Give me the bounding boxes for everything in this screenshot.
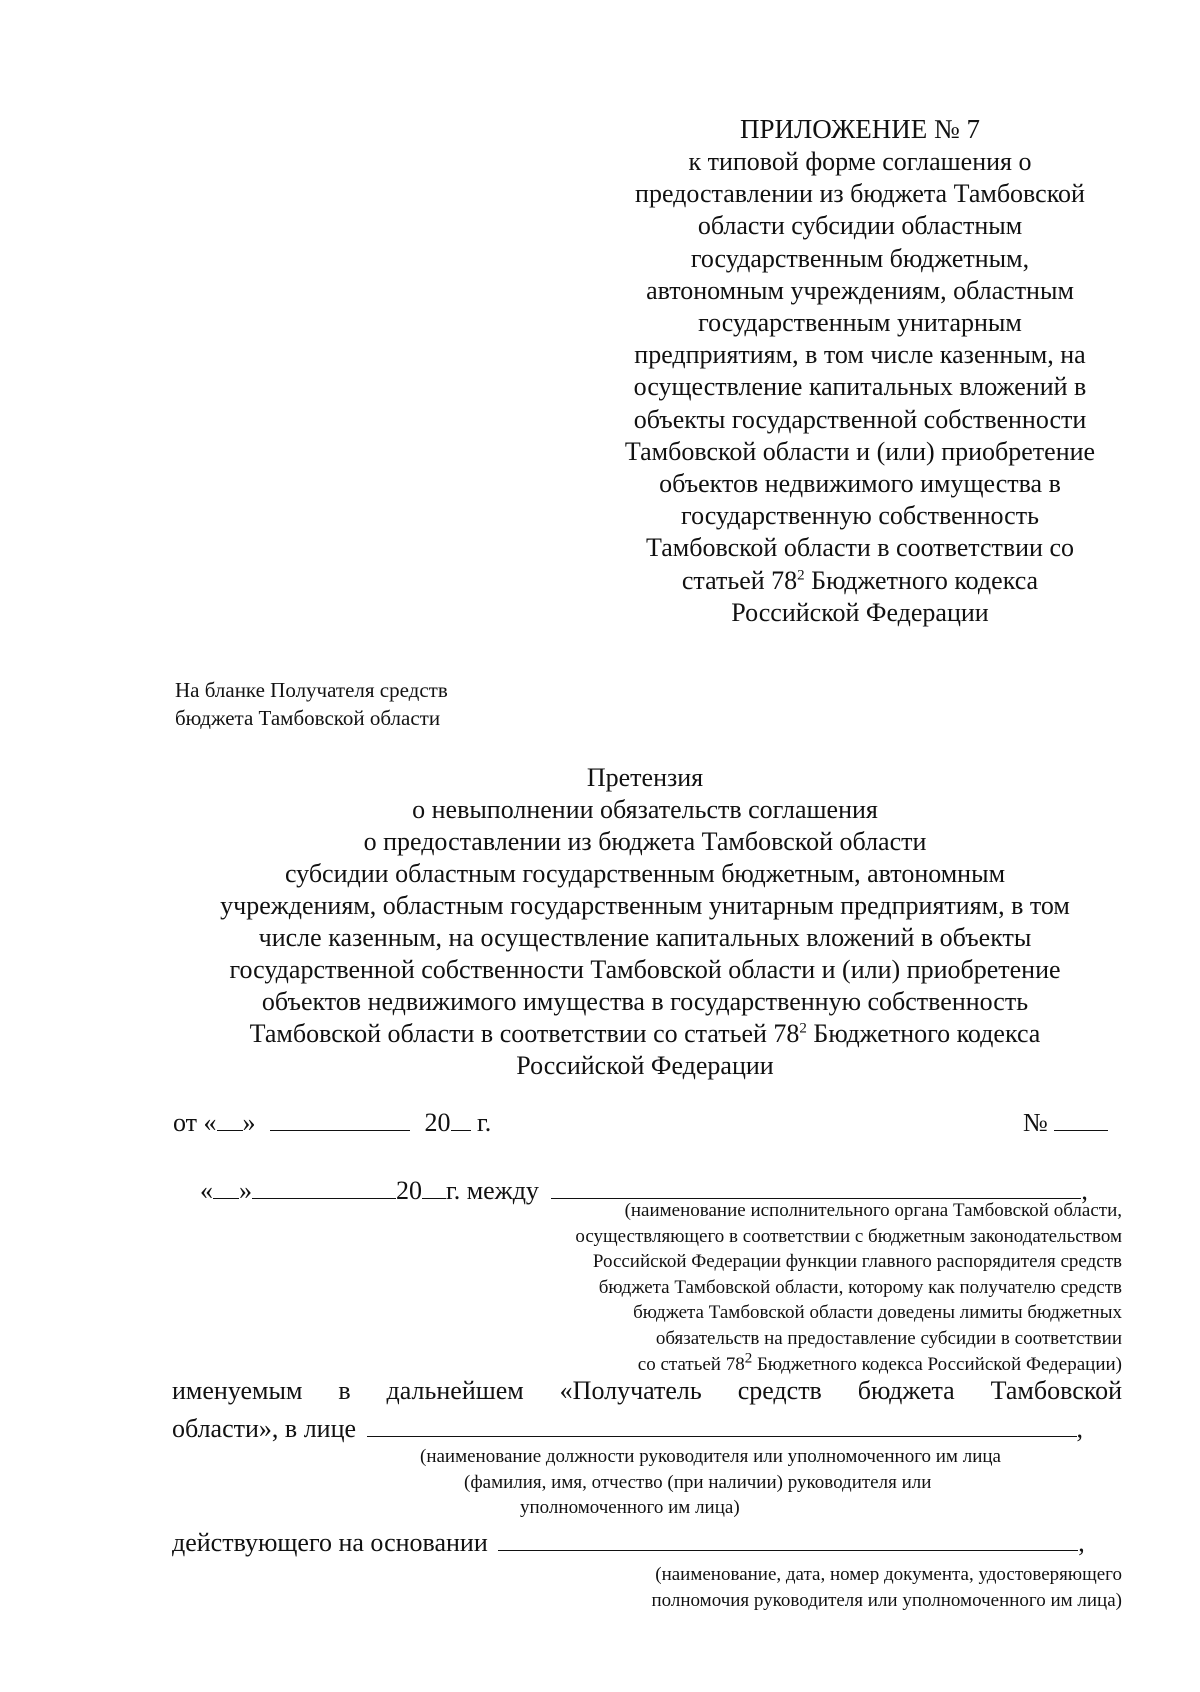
- article-text: Бюджетного кодекса: [806, 1019, 1041, 1048]
- article-superscript: 2: [799, 1020, 807, 1037]
- claim-line: государственной собственности Тамбовской области и (или) приобретение: [229, 955, 1061, 984]
- representative-blank[interactable]: [367, 1410, 1077, 1437]
- article-text: Тамбовской области в соответствии со статьей 78: [249, 1019, 800, 1048]
- claim-line: объектов недвижимого имущества в государственную собственность: [261, 987, 1029, 1016]
- appendix-line: государственным унитарным: [698, 308, 1022, 338]
- note-line: (фамилия, имя, отчество (при наличии) руководителя или: [464, 1471, 932, 1493]
- claim-line: субсидии областным государственным бюджетным, автономным: [284, 859, 1006, 888]
- note-line: уполномоченного им лица): [520, 1497, 740, 1519]
- article-text: со статьей 78: [637, 1353, 745, 1375]
- between-text: г. между: [446, 1176, 539, 1205]
- appendix-line: объекты государственной собственности: [633, 404, 1087, 434]
- note-line: (наименование исполнительного органа Тамбовской области,: [624, 1200, 1122, 1221]
- acting-comma: ,: [1078, 1528, 1085, 1557]
- appendix-line: объектов недвижимого имущества в: [659, 469, 1061, 499]
- named-line: [172, 1376, 1122, 1406]
- represented-comma: ,: [1076, 1414, 1084, 1443]
- represented-by-label: области», в лице: [172, 1414, 357, 1443]
- between-year-blank[interactable]: [422, 1172, 446, 1199]
- represented-by-row: [172, 1410, 1083, 1444]
- claim-article-line: [170, 1018, 1120, 1050]
- appendix-header: [598, 112, 1122, 629]
- claim-title: Претензия: [586, 763, 704, 792]
- note-line: Российской Федерации функции главного распорядителя средств: [592, 1251, 1122, 1273]
- date-close-quote: »: [242, 1108, 256, 1137]
- named-word: дальнейшем: [386, 1376, 524, 1405]
- letterhead-line: На бланке Получателя средств: [175, 678, 448, 702]
- note-line: бюджета Тамбовской области, которому как получателю средств: [598, 1276, 1122, 1298]
- appendix-line: осуществление капитальных вложений в: [633, 372, 1087, 402]
- claim-line: учреждениям, областным государственным унитарным предприятиям, в том: [220, 891, 1070, 920]
- named-word: «Получатель: [559, 1376, 702, 1405]
- representative-note: [420, 1444, 1001, 1521]
- letterhead-line: бюджета Тамбовской области: [175, 706, 441, 730]
- appendix-line: автономным учреждениям, областным: [646, 275, 1074, 305]
- letterhead-note: [175, 676, 448, 732]
- named-word: именуемым: [172, 1376, 303, 1405]
- date-row: [173, 1104, 491, 1138]
- note-line: (наименование, дата, номер документа, удостоверяющего: [655, 1564, 1122, 1585]
- appendix-article-line: [598, 565, 1122, 597]
- claim-line: о предоставлении из бюджета Тамбовской области: [363, 827, 927, 856]
- named-word: бюджета: [857, 1376, 955, 1405]
- between-day-blank[interactable]: [213, 1172, 239, 1199]
- day-blank[interactable]: [217, 1104, 243, 1131]
- note-line: осуществляющего в соответствии с бюджетным законодательством: [575, 1225, 1122, 1247]
- appendix-line: предоставлении из бюджета Тамбовской: [635, 179, 1085, 209]
- appendix-heading: ПРИЛОЖЕНИЕ № 7: [739, 114, 981, 144]
- executive-body-blank[interactable]: [551, 1172, 1081, 1199]
- appendix-line: к типовой форме соглашения о: [688, 147, 1032, 176]
- number-blank[interactable]: [1054, 1104, 1108, 1131]
- note-line: (наименование должности руководителя или уполномоченного им лица: [420, 1446, 1001, 1467]
- article-text: статьей 78: [681, 565, 798, 595]
- between-close-quote: »: [239, 1176, 252, 1205]
- year-blank[interactable]: [451, 1104, 471, 1131]
- basis-document-blank[interactable]: [498, 1524, 1078, 1551]
- article-text: Бюджетного кодекса Российской Федерации): [752, 1353, 1122, 1375]
- appendix-line: Тамбовской области в соответствии со: [646, 533, 1074, 563]
- executive-body-note: [575, 1198, 1122, 1377]
- between-year-prefix: 20: [396, 1176, 422, 1205]
- article-superscript: 2: [797, 566, 805, 583]
- between-comma: ,: [1081, 1176, 1088, 1205]
- note-line: полномочия руководителя или уполномоченного им лица): [651, 1589, 1122, 1611]
- appendix-line: области субсидии областным: [697, 211, 1023, 241]
- appendix-line: Тамбовской области и (или) приобретение: [624, 436, 1096, 466]
- year-suffix: г.: [477, 1108, 492, 1137]
- number-sign: №: [1023, 1108, 1048, 1137]
- between-open-quote: «: [200, 1176, 213, 1205]
- named-word: в: [338, 1376, 351, 1405]
- appendix-line: Российской Федерации: [731, 597, 989, 627]
- appendix-line: предприятиям, в том числе казенным, на: [634, 340, 1086, 370]
- claim-title-block: [170, 762, 1120, 1082]
- article-text: Бюджетного кодекса: [804, 565, 1039, 595]
- month-blank[interactable]: [270, 1104, 410, 1131]
- date-from-label: от «: [173, 1108, 217, 1137]
- named-word: Тамбовской: [990, 1376, 1122, 1405]
- note-line: обязательств на предоставление субсидии в соответствии: [655, 1327, 1122, 1349]
- claim-line: о невыполнении обязательств соглашения: [412, 795, 878, 824]
- appendix-line: государственным бюджетным,: [690, 243, 1030, 273]
- claim-line: Российской Федерации: [516, 1051, 774, 1080]
- article-superscript: 2: [744, 1350, 753, 1367]
- acting-row: [172, 1524, 1085, 1558]
- between-month-blank[interactable]: [252, 1172, 396, 1199]
- note-line: бюджета Тамбовской области доведены лимиты бюджетных: [633, 1302, 1122, 1324]
- appendix-line: государственную собственность: [681, 501, 1039, 531]
- basis-document-note: [651, 1562, 1122, 1613]
- claim-line: числе казенным, на осуществление капитальных вложений в объекты: [258, 923, 1032, 952]
- number-field: [1023, 1104, 1108, 1138]
- named-word: средств: [737, 1376, 822, 1405]
- acting-label: действующего на основании: [172, 1528, 488, 1557]
- year-prefix: 20: [424, 1108, 451, 1137]
- note-article-line: [575, 1352, 1122, 1378]
